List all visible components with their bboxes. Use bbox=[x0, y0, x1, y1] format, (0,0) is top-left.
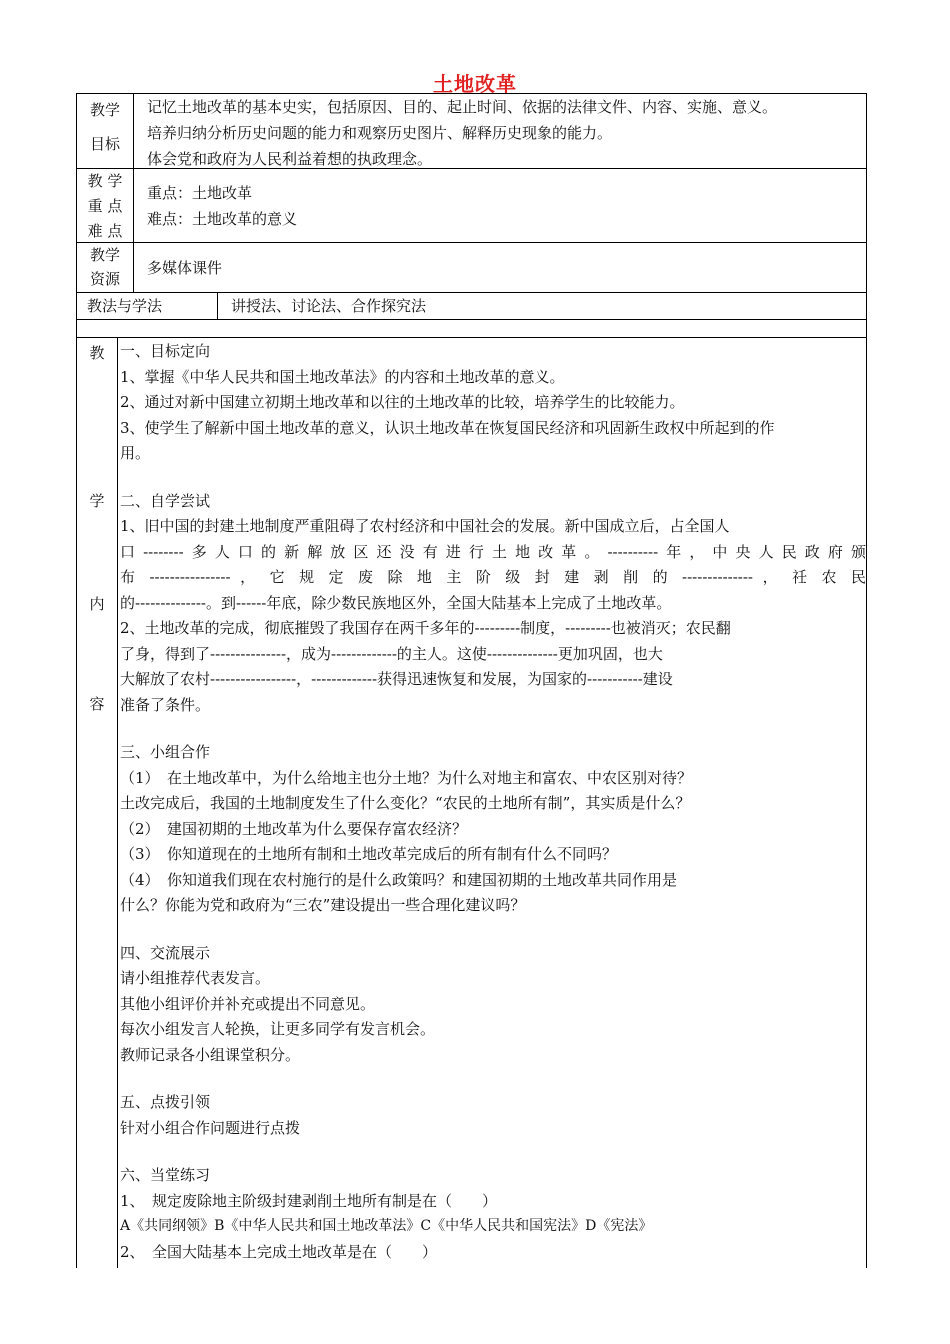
section-heading: 二、自学尝试 bbox=[120, 491, 211, 510]
page-title: 土地改革 bbox=[433, 72, 517, 96]
focus-row bbox=[76, 169, 867, 243]
exchange-line: 请小组推荐代表发言。 bbox=[120, 969, 271, 987]
discussion-question: （2） 建国初期的土地改革为什么要保存富农经济？ bbox=[120, 819, 468, 838]
content-body bbox=[118, 338, 866, 1265]
objective-item: 2、通过对新中国建立初期土地改革和以往的土地改革的比较，培养学生的比较能力。 bbox=[120, 393, 685, 411]
fill-blank-line: 准备了条件。 bbox=[120, 695, 211, 714]
section-heading: 一、目标定向 bbox=[120, 342, 211, 360]
content-row bbox=[76, 338, 867, 1268]
discussion-question: （4） 你知道我们现在农村施行的是什么政策吗？和建国初期的土地改革共同作用是 bbox=[120, 870, 678, 889]
methods-label: 教法与学法 bbox=[77, 293, 218, 319]
focus-text bbox=[134, 169, 866, 242]
fill-blank-line: 布 ---------------- ， 它 规 定 废 除 地 主 阶 级 封 建 剥 削 的 -------------- ， 祍 农 民 bbox=[120, 568, 866, 586]
fill-blank-line: 的--------------。到------年底，除少数民族地区外，全国大陆基本上完成了土地改革。 bbox=[120, 593, 672, 612]
key-point: 重点：土地改革 bbox=[147, 184, 253, 202]
methods-text: 讲授法、讨论法、合作探究法 bbox=[231, 297, 427, 315]
resources-row bbox=[76, 243, 867, 293]
discussion-question: 土改完成后，我国的土地制度发生了什么变化？“农民的土地所有制”，其实质是什么？ bbox=[120, 794, 691, 812]
methods-row bbox=[76, 293, 867, 320]
objective-line: 体会党和政府为人民利益着想的执政理念。 bbox=[147, 150, 433, 168]
fill-blank-line: 1、旧中国的封建土地制度严重阻碍了农村经济和中国社会的发展。新中国成立后，占全国人 bbox=[120, 517, 730, 535]
discussion-question: 什么？你能为党和政府为“三农”建设提出一些合理化建议吗？ bbox=[120, 896, 526, 914]
objective-item: 用。 bbox=[120, 444, 151, 462]
fill-blank-line: 了身，得到了---------------，成为-------------的主人。这使--------------更加巩固，也大 bbox=[120, 644, 663, 663]
discussion-question: （3） 你知道现在的土地所有制和土地改革完成后的所有制有什么不同吗？ bbox=[120, 845, 618, 863]
objectives-label: 教学 目标 bbox=[77, 94, 134, 168]
focus-label: 教 学 重 点 难 点 bbox=[77, 169, 134, 242]
exchange-line: 教师记录各小组课堂积分。 bbox=[120, 1045, 301, 1064]
difficult-point: 难点：土地改革的意义 bbox=[147, 210, 298, 228]
exercise-question: 2、 全国大陆基本上完成土地改革是在（ ） bbox=[120, 1242, 438, 1261]
objectives-row bbox=[76, 93, 867, 169]
objective-item: 1、掌握《中华人民共和国土地改革法》的内容和土地改革的意义。 bbox=[120, 367, 565, 386]
section-heading: 三、小组合作 bbox=[120, 743, 211, 761]
exercise-options: A《共同纲领》B《中华人民共和国土地改革法》C《中华人民共和国宪法》D《宪法》 bbox=[120, 1218, 653, 1234]
objective-item: 3、使学生了解新中国土地改革的意义，认识土地改革在恢复国民经济和巩固新生政权中所起到的作 bbox=[120, 418, 775, 437]
fill-blank-line: 2、土地改革的完成，彻底摧毁了我国存在两千多年的---------制度，---------也被消灭；农民翻 bbox=[120, 619, 731, 637]
spacer-row bbox=[76, 320, 867, 338]
resources-label: 教学 资源 bbox=[77, 243, 134, 292]
resources-text: 多媒体课件 bbox=[147, 259, 223, 277]
objective-line: 记忆土地改革的基本史实，包括原因、目的、起止时间、依据的法律文件、内容、实施、意义。 bbox=[147, 98, 778, 116]
section-heading: 四、交流展示 bbox=[120, 943, 211, 962]
objectives-text bbox=[134, 94, 866, 168]
fill-blank-line: 大解放了农村-----------------，-------------获得迅速恢复和发展，为国家的-----------建设 bbox=[120, 670, 673, 688]
section-heading: 五、点拨引领 bbox=[120, 1093, 211, 1111]
discussion-question: （1） 在土地改革中，为什么给地主也分土地？为什么对地主和富农、中农区别对待？ bbox=[120, 768, 693, 787]
exchange-line: 其他小组评价并补充或提出不同意见。 bbox=[120, 994, 376, 1013]
exercise-question: 1、 规定废除地主阶级封建剥削土地所有制是在（ ） bbox=[120, 1191, 498, 1210]
fill-blank-line: 口--------多人口的新解放区还没有进行土地改革。----------年，中央人民政府颁 bbox=[120, 542, 866, 561]
section-heading: 六、当堂练习 bbox=[120, 1166, 211, 1184]
exchange-line: 每次小组发言人轮换，让更多同学有发言机会。 bbox=[120, 1020, 436, 1038]
objective-line: 培养归纳分析历史问题的能力和观察历史图片、解释历史现象的能力。 bbox=[147, 124, 613, 142]
content-side-label: 教 学 内 容 bbox=[77, 338, 118, 1268]
guidance-line: 针对小组合作问题进行点拨 bbox=[120, 1118, 301, 1137]
lesson-plan-table bbox=[76, 93, 867, 1268]
